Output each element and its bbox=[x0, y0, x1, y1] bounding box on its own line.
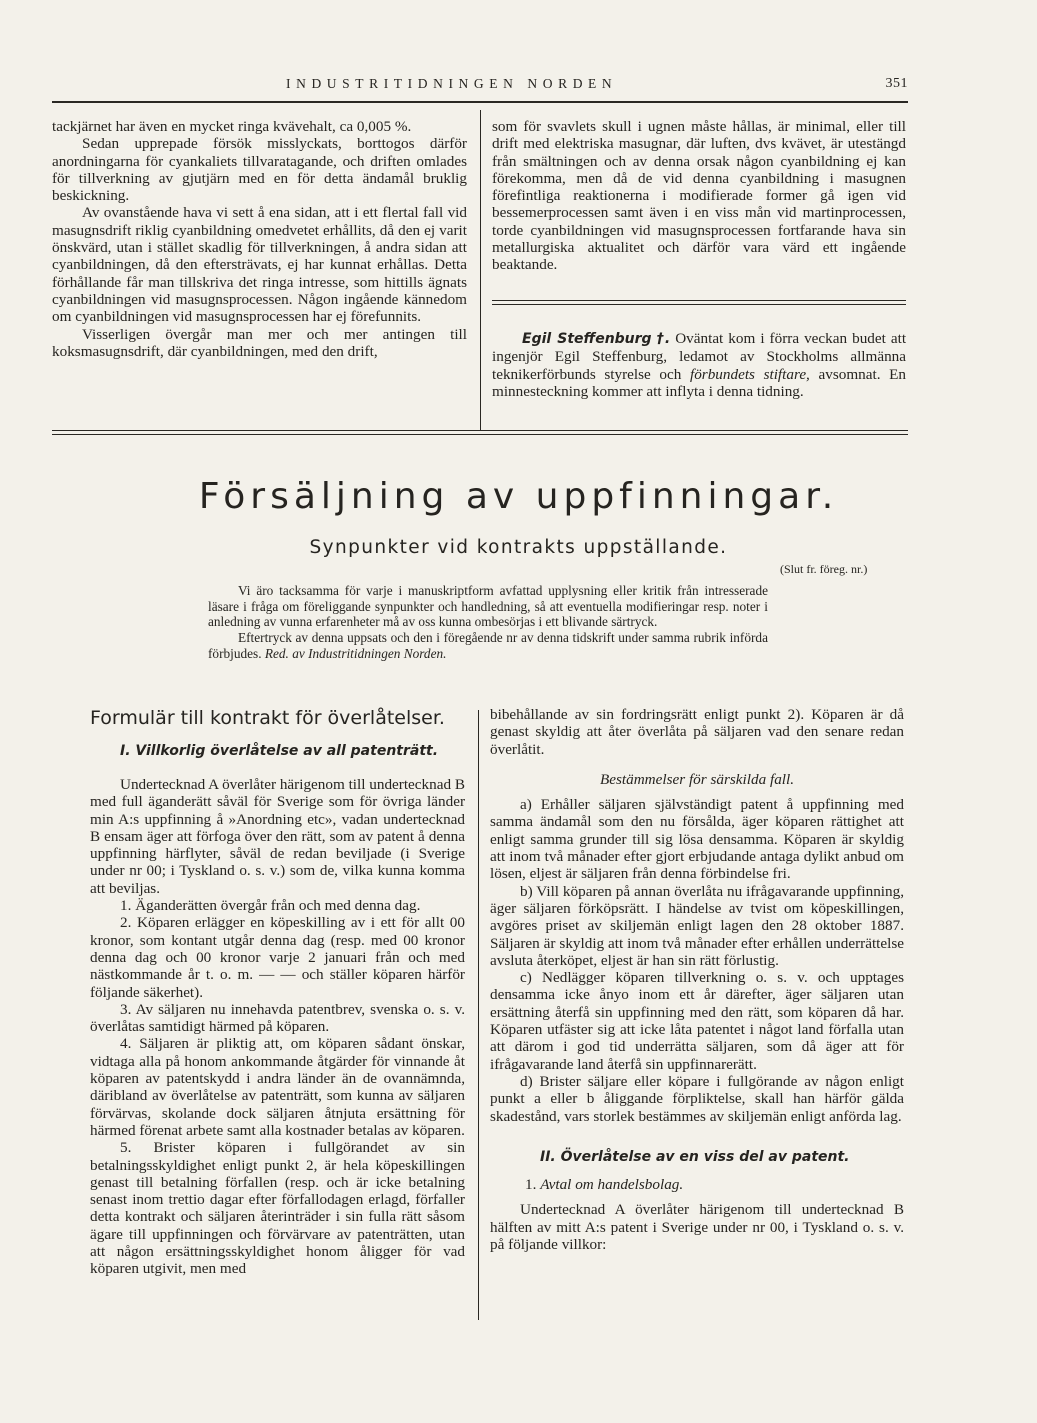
paragraph: Visserligen övergår man mer och mer antingen till koksmasugnsdrift, där cyanbildningen, med den drift, bbox=[52, 325, 467, 360]
article-title: Försäljning av uppfinningar. bbox=[198, 476, 839, 517]
article-subtitle: Synpunkter vid kontrakts uppställande. bbox=[309, 537, 728, 558]
cross-mark: †. bbox=[656, 331, 671, 347]
obituary-text: avsomnat. En minnesteckning kommer att inflyta i denna tidning. bbox=[492, 365, 907, 400]
header-rule bbox=[52, 101, 908, 103]
clause-4: 4. Säljaren är pliktig att, om köparen sådant önskar, vidtaga alla på honom ankommande åtgärder för vinnande åt köparen av patentskydd i andra länder än de ovannämnda, däribland av överlåtelse av patenträtt, som kunna av säljaren förvärvas, skolande dock säljaren åtnjuta ersättning för härmed förenat arbete samt alla kostnader betalas av köparen. bbox=[90, 1035, 465, 1139]
section-rule bbox=[52, 434, 908, 435]
case-a: a) Erhåller säljaren självständigt patent å uppfinning med samma ändamål som den nu försålda, äger köparen rättighet att enligt samma grunder till sig lösa densamma. Köparen är skyldig att inom två månader efter gjort erbjudande antaga dylikt anbud om lösen, eljest är säljaren från denna förbindelse fri. bbox=[490, 796, 904, 883]
section-heading-2: II. Överlåtelse av en viss del av patent. bbox=[540, 1148, 850, 1165]
case-d: d) Brister säljare eller köpare i fullgörande av någon enligt punkt a eller b åliggande förpliktelse, skall han härför gälda skadestånd, vars storlek bestämmes av skiljemän enligt anförda lag. bbox=[490, 1072, 904, 1125]
clause-5: 5. Brister köparen i fullgörandet av sin betalningsskyldighet enligt punkt 2, är hela köpeskillingen genast till betalning förfallen (resp. och är icke betalning senast inom trettio dagar efter förfallodagen erlagd, förfaller detta kontrakt och säljaren återinträder i sin fulla rätt såsom ägare till uppfinningen och förvärvare av patenträtten, utan att någon ersättningsskyldighet honom åligger för vad köparen utgivit, men med bbox=[90, 1139, 465, 1278]
column-divider bbox=[480, 110, 481, 430]
top-left-column bbox=[52, 118, 467, 360]
editor-intro bbox=[208, 583, 768, 662]
editor-signature: Red. av Industritidningen Norden. bbox=[264, 645, 447, 661]
double-rule bbox=[492, 300, 906, 301]
double-rule bbox=[492, 304, 906, 305]
paragraph: Sedan upprepade försök misslyckats, borttogos därför anordningarna för cyankaliets tillvaratagande, och driften omlades för tillverkning av gjutjärn med en för detta ändamål bruklig beskickning. bbox=[52, 135, 467, 205]
obituary-notice bbox=[492, 330, 906, 400]
obituary-italic: förbundets stiftare, bbox=[689, 365, 810, 383]
special-cases-heading: Bestämmelser för särskilda fall. bbox=[599, 770, 795, 788]
clause-1: 1. Äganderätten övergår från och med denna dag. bbox=[120, 897, 421, 915]
paragraph: tackjärnet har även en mycket ringa kvävehalt, ca 0,005 %. bbox=[52, 118, 412, 135]
subsection-heading: 1. Avtal om handelsbolag. bbox=[525, 1176, 684, 1194]
page-number: 351 bbox=[885, 76, 908, 91]
section-heading-1: I. Villkorlig överlåtelse av all patenträtt. bbox=[120, 743, 439, 759]
section-rule bbox=[52, 430, 908, 431]
running-header bbox=[52, 76, 908, 98]
paragraph: Undertecknad A överlåter härigenom till undertecknad B med full äganderätt såväl för Sverige som för övriga länder min A:s uppfinning å »Anordning etc», vadan undertecknad B ensam äger att förfoga över den rätt, som av patent å denna uppfinning härflyter, såväl de redan beviljade (i Sverige under nr 00; i Tyskland o. s. v.) som de, vilka kunna komma att beviljas. bbox=[90, 776, 465, 897]
paragraph: Av ovanstående hava vi sett å ena sidan, att i ett flertal fall vid masugnsdrift riklig cyanbildning omedvetet erhållits, då den ej varit önskvärd, utan i stället skadlig för tillverkningen, å andra sidan att cyanbildningen, då den eftersträvats, ej har kunnat erhållas. Detta förhållande får man tillskriva det ringa intresse, som hittills ägnats cyanbildningen vid masugnsprocessen. Någon ingående kännedom om cyanbildningen vid masugnsprocessen har ej förefunnits. bbox=[52, 204, 467, 326]
intro-paragraph: Vi äro tacksamma för varje i manuskriptform avfattad upplysning eller kritik från intresserade läsare i fråga om föreliggande synpunkter och handledning, så att eventuella modifieringar resp. noter i anledning av vunna erfarenheter må av oss kunna ombesörjas i ett blivande särtryck. bbox=[208, 583, 768, 630]
paragraph: bibehållande av sin fordringsrätt enligt punkt 2). Köparen är då genast skyldig att åter överlåta på säljaren vad den senare redan överlåtit. bbox=[490, 706, 904, 758]
case-c: c) Nedlägger köparen tillverkning o. s. v. och upptages densamma icke ånyo inom ett år därefter, äger säljaren utan ersättning återfå sin uppfinning med den rätt, som köparen då har. Köparen utfäster sig att icke låta patentet i något land förfalla utan att därom i god tid underrätta säljaren, som då äger att för ifrågavarande land återfå sin uppfinnarerätt. bbox=[490, 969, 904, 1073]
clause-3: 3. Av säljaren nu innehavda patentbrev, svenska o. s. v. överlåtas samtidigt härmed på köparen. bbox=[90, 1000, 465, 1036]
lower-left-column bbox=[90, 776, 465, 1278]
lower-right-column bbox=[490, 706, 904, 1253]
column-divider bbox=[478, 710, 479, 1320]
top-right-column bbox=[492, 118, 906, 274]
running-title: INDUSTRITIDNINGEN NORDEN bbox=[286, 76, 618, 91]
clause-2: 2. Köparen erlägger en köpeskilling av i ett för allt 00 kronor, som kontant utgår denna dag (resp. med 00 kronor denna dag och 00 kronor varje 2 januari från och med nästkommande år t. o. m. — — och ställer köparen härför följande säkerhet). bbox=[90, 914, 465, 1001]
paragraph: Undertecknad A överlåter härigenom till undertecknad B hälften av mitt A:s patent i Sverige under nr 00, i Tyskland o. s. v. på följande villkor: bbox=[490, 1201, 904, 1254]
form-heading: Formulär till kontrakt för överlåtelser. bbox=[90, 707, 445, 729]
continuation-note: (Slut fr. föreg. nr.) bbox=[780, 562, 868, 576]
obituary-name: Egil Steffenburg bbox=[522, 331, 652, 347]
intro-paragraph: Eftertryck av denna uppsats och den i föregående nr av denna tidskrift under samma rubrik införda förbjudes. Red. av Industritidningen Norden. bbox=[208, 630, 768, 661]
case-b: b) Vill köparen på annan överlåta nu ifrågavarande uppfinning, äger säljaren förköpsrätt. I händelse av tvist om köpeskillingen, avgöres priset av skiljemän enligt lagen den 28 oktober 1887. Säljaren är skyldig att inom två månader efter erhållen underrättelse avsluta återköpet, eljest är han sin rätt förlustig. bbox=[490, 882, 904, 969]
paragraph: som för svavlets skull i ugnen måste hållas, är minimal, eller till drift med elektriska masugnar, där luften, dvs kvävet, är utestängd från smältningen och av denna orsak någon cyanbildning ej kan förekomma, men då de vid denna cyanbildning i masugnen förefintliga reaktionerna i modifierade former gå igen vid bessemerprocessen samt även i en viss mån vid martinprocessen, torde cyanbildningen vid masugnsprocessen fortfarande hava sin metallurgiska aktualitet och därför vara värd ett ingående beaktande. bbox=[492, 118, 906, 274]
obituary-text: Oväntat kom i förra veckan budet att ingenjör Egil Steffenburg, ledamot av Stockholms allmänna teknikerförbunds styrelse och bbox=[492, 330, 907, 383]
